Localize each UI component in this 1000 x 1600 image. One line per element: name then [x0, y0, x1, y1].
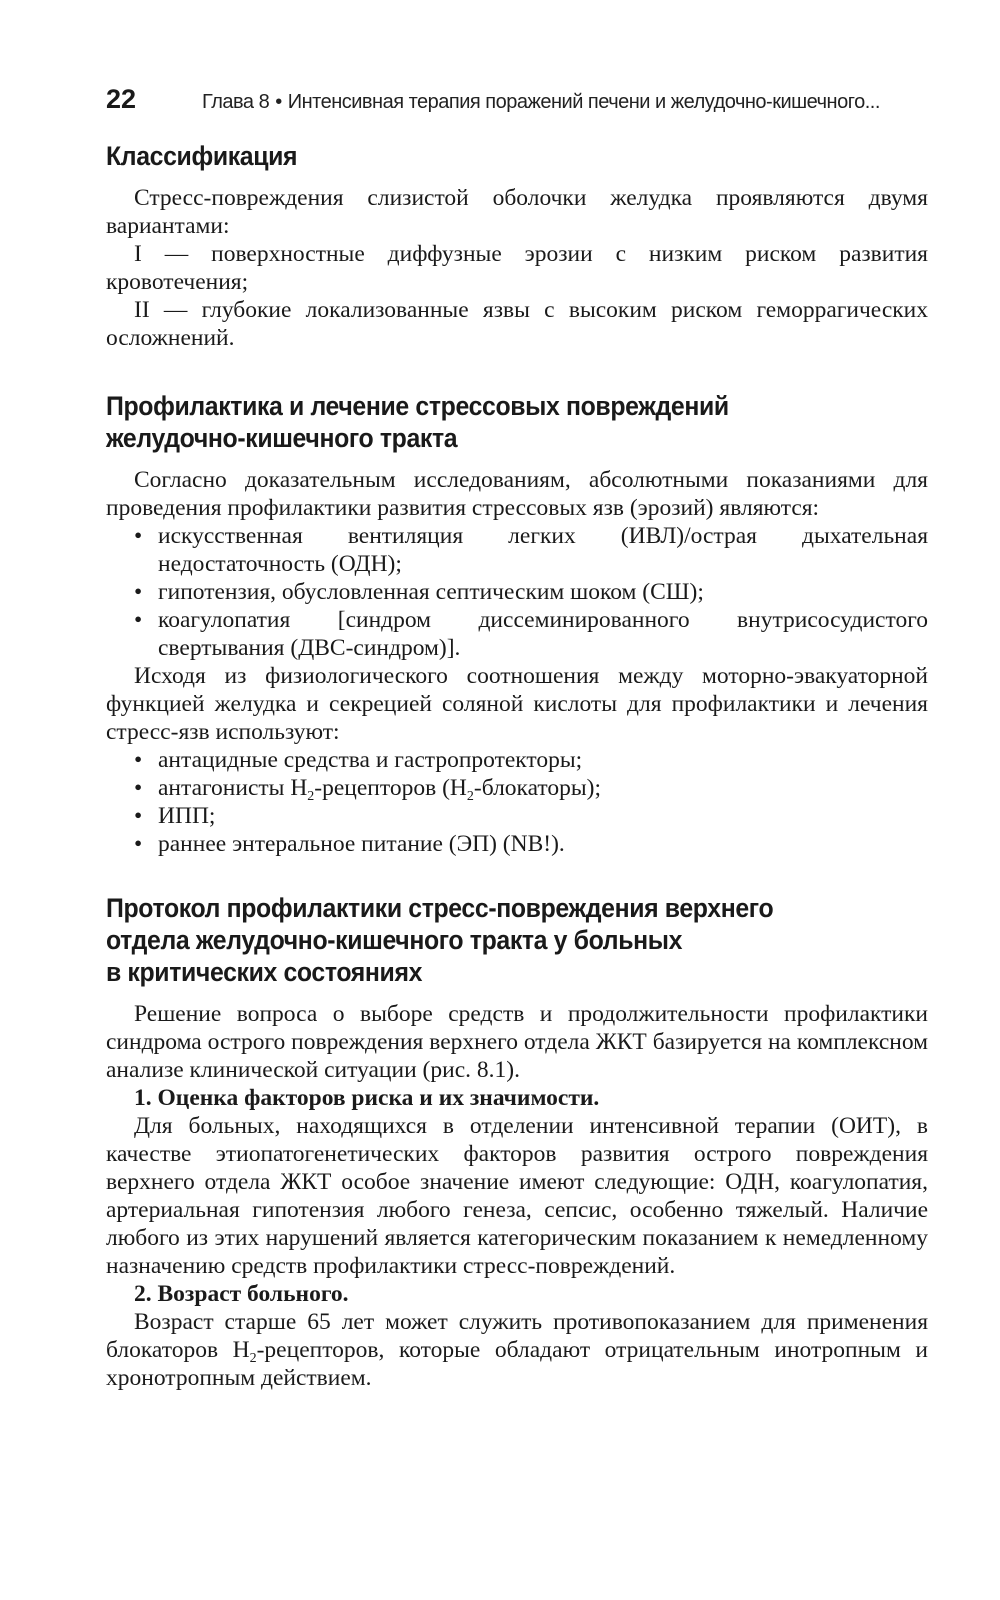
list-item-text: ИПП; — [158, 803, 216, 829]
protocol-step-1-title: 1. Оценка факторов риска и их значимости. — [134, 1085, 600, 1111]
prophylaxis-body — [106, 466, 928, 858]
text-fragment: -рецепторов (H — [314, 775, 467, 801]
list-item — [106, 578, 928, 606]
protocol-intro: Решение вопроса о выборе средств и продолжительности профилактики синдрома острого повреждения верхнего отдела ЖКТ базируется на комплексном анализе клинической ситуации (рис. 8.1). — [106, 1001, 928, 1083]
bullet-icon: • — [134, 803, 143, 829]
bullet-icon: • — [134, 747, 143, 773]
running-title-text: Интенсивная терапия поражений печени и желудочно-кишечного... — [287, 91, 880, 113]
running-header — [106, 84, 928, 124]
prophylaxis-para2: Исходя из физиологического соотношения между моторно-эвакуаторной функцией желудка и секрецией соляной кислоты для профилактики и лечения стресс-язв используют: — [106, 663, 928, 745]
subscript: 2 — [249, 1351, 257, 1366]
heading-line: Протокол профилактики стресс-повреждения верхнего — [106, 893, 774, 923]
list-item-text: гипотензия, обусловленная септическим шоком (СШ); — [158, 579, 704, 605]
protocol-step-2-text — [106, 1308, 928, 1392]
heading-line: Профилактика и лечение стрессовых повреждений — [106, 391, 729, 421]
section-heading-prophylaxis — [106, 390, 862, 454]
list-item — [106, 746, 928, 774]
bullet-icon: • — [134, 579, 143, 605]
protocol-step-1-text: Для больных, находящихся в отделении интенсивной терапии (ОИТ), в качестве этиопатогенетических факторов развития острого повреждения верхнего отдела ЖКТ особое значение имеют следующие: ОДН, коагулопатия, артериальная гипотензия любого генеза, сепсис, особенно тяжелый. Наличие любого из этих нарушений является категорическим показанием к немедленному назначению средств профилактики стресс-повреждений. — [106, 1113, 928, 1279]
list-item — [106, 802, 928, 830]
subscript: 2 — [466, 789, 474, 804]
list-item-text — [158, 775, 602, 804]
list-item — [106, 522, 928, 578]
prophylaxis-intro: Согласно доказательным исследованиям, абсолютными показаниями для проведения профилактики развития стрессовых язв (эрозий) являются: — [106, 467, 928, 521]
page-number: 22 — [106, 84, 137, 114]
text-fragment: -рецепторов, которые обладают отрицательным инотропным и хронотропным действием. — [106, 1337, 929, 1391]
subscript: 2 — [307, 789, 315, 804]
text-fragment: -блокаторы); — [473, 775, 602, 801]
classification-variant-1: I — поверхностные диффузные эрозии с низким риском развития кровотечения; — [106, 241, 928, 295]
classification-variant-2: II — глубокие локализованные язвы с высоким риском геморрагических осложнений. — [106, 297, 928, 351]
document-page — [106, 84, 928, 1392]
protocol-step-2-title: 2. Возраст больного. — [134, 1281, 349, 1307]
list-item — [106, 606, 928, 662]
list-item-text: раннее энтеральное питание (ЭП) (NB!). — [158, 831, 565, 857]
list-item-text: антацидные средства и гастропротекторы; — [158, 747, 583, 773]
heading-line: желудочно-кишечного тракта — [106, 423, 458, 453]
list-item-text: искусственная вентиляция легких (ИВЛ)/острая дыхательная недостаточность (ОДН); — [158, 523, 928, 577]
list-item — [106, 774, 928, 802]
classification-intro: Стресс-повреждения слизистой оболочки желудка проявляются двумя вариантами: — [106, 185, 928, 239]
text-fragment: антагонисты H — [158, 775, 308, 801]
bullet-separator: • — [275, 91, 282, 113]
chapter-label: Глава 8 — [202, 91, 270, 113]
section-heading-classification: Классификация — [106, 141, 298, 171]
agents-list — [106, 746, 928, 858]
running-title — [202, 91, 880, 114]
bullet-icon: • — [134, 831, 143, 857]
text-fragment: Возраст старше 65 лет может служить противопоказанием для применения блокаторов H — [106, 1309, 928, 1363]
section-heading-protocol — [106, 892, 862, 988]
classification-body — [106, 184, 928, 352]
bullet-icon: • — [134, 775, 143, 801]
indications-list — [106, 522, 928, 662]
protocol-body — [106, 1000, 928, 1392]
list-item — [106, 830, 928, 858]
bullet-icon: • — [134, 607, 143, 633]
heading-line: в критических состояниях — [106, 957, 423, 987]
list-item-text: коагулопатия [синдром диссеминированного внутрисосудистого свертывания (ДВС-синдром)]. — [158, 607, 928, 661]
bullet-icon: • — [134, 523, 143, 549]
heading-line: отдела желудочно-кишечного тракта у больных — [106, 925, 683, 955]
